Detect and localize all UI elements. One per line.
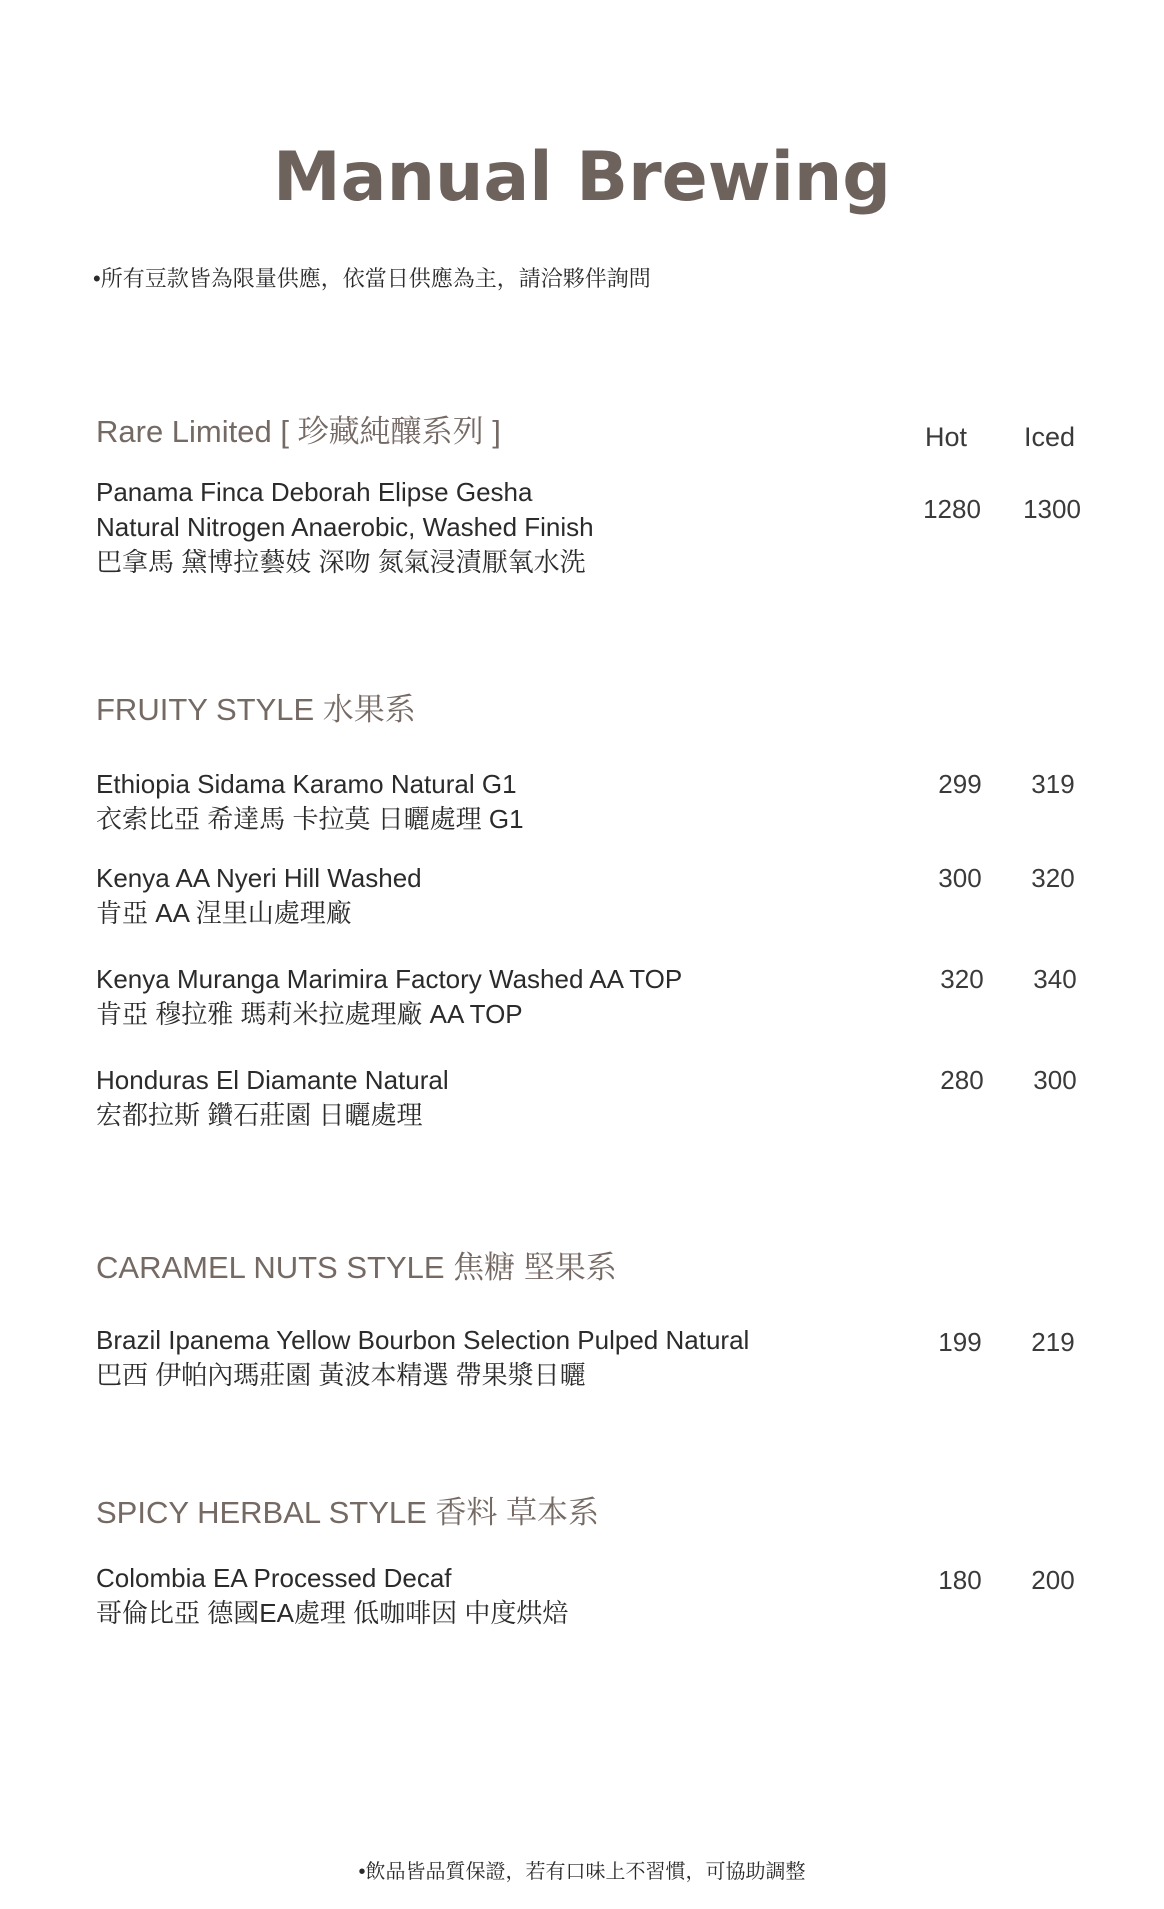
item-name-en: Honduras El Diamante Natural — [96, 1065, 449, 1095]
section-title-fruity: FRUITY STYLE 水果系 — [96, 692, 416, 727]
menu-item-colombia-decaf — [96, 1561, 856, 1631]
price-hot: 1280 — [923, 494, 981, 524]
price-iced: 219 — [1031, 1327, 1075, 1357]
item-name-zh: 哥倫比亞 德國EA處理 低咖啡因 中度烘焙 — [96, 1598, 569, 1628]
item-name-en: Ethiopia Sidama Karamo Natural G1 — [96, 769, 517, 799]
quality-note: •飲品皆品質保證，若有口味上不習慣，可協助調整 — [358, 1861, 806, 1883]
item-name-en: Brazil Ipanema Yellow Bourbon Selection Pulped Natural — [96, 1325, 750, 1355]
item-name-en: Colombia EA Processed Decaf — [96, 1563, 452, 1593]
item-name-zh: 宏都拉斯 鑽石莊園 日曬處理 — [96, 1100, 423, 1130]
column-header-hot: Hot — [925, 422, 968, 452]
menu-item-panama-gesha — [96, 475, 856, 580]
column-header-iced: Iced — [1024, 422, 1076, 452]
price-hot: 320 — [940, 964, 984, 994]
price-iced: 1300 — [1023, 494, 1081, 524]
price-iced: 340 — [1033, 964, 1077, 994]
menu-item-honduras-diamante — [96, 1063, 856, 1133]
section-title-rare-limited: Rare Limited [ 珍藏純釀系列 ] — [96, 414, 501, 449]
section-title-caramel-nuts: CARAMEL NUTS STYLE 焦糖 堅果系 — [96, 1250, 617, 1285]
item-name-en: Kenya Muranga Marimira Factory Washed AA TOP — [96, 964, 683, 994]
item-name-zh: 巴西 伊帕內瑪莊園 黃波本精選 帶果漿日曬 — [96, 1360, 586, 1390]
section-title-spicy-herbal: SPICY HERBAL STYLE 香料 草本系 — [96, 1495, 600, 1530]
price-hot: 180 — [938, 1565, 982, 1595]
price-iced: 300 — [1033, 1065, 1077, 1095]
price-iced: 319 — [1031, 769, 1075, 799]
item-name-en: Panama Finca Deborah Elipse Gesha — [96, 477, 533, 507]
menu-item-ethiopia-sidama — [96, 767, 856, 837]
item-name-zh: 巴拿馬 黛博拉藝妓 深吻 氮氣浸漬厭氧水洗 — [96, 547, 586, 577]
price-hot: 280 — [940, 1065, 984, 1095]
item-process-en: Natural Nitrogen Anaerobic, Washed Finish — [96, 512, 594, 542]
item-name-en: Kenya AA Nyeri Hill Washed — [96, 863, 422, 893]
price-hot: 199 — [938, 1327, 982, 1357]
price-hot: 299 — [938, 769, 982, 799]
price-hot: 300 — [938, 863, 982, 893]
price-iced: 320 — [1031, 863, 1075, 893]
menu-item-kenya-muranga — [96, 962, 856, 1032]
availability-note: •所有豆款皆為限量供應，依當日供應為主，請洽夥伴詢問 — [93, 266, 651, 291]
item-name-zh: 肯亞 穆拉雅 瑪莉米拉處理廠 AA TOP — [96, 999, 523, 1029]
menu-item-kenya-nyeri — [96, 861, 856, 931]
page-title: Manual Brewing — [273, 138, 891, 217]
price-iced: 200 — [1031, 1565, 1075, 1595]
item-name-zh: 肯亞 AA 涅里山處理廠 — [96, 898, 352, 928]
menu-item-brazil-ipanema — [96, 1323, 856, 1393]
item-name-zh: 衣索比亞 希達馬 卡拉莫 日曬處理 G1 — [96, 804, 524, 834]
